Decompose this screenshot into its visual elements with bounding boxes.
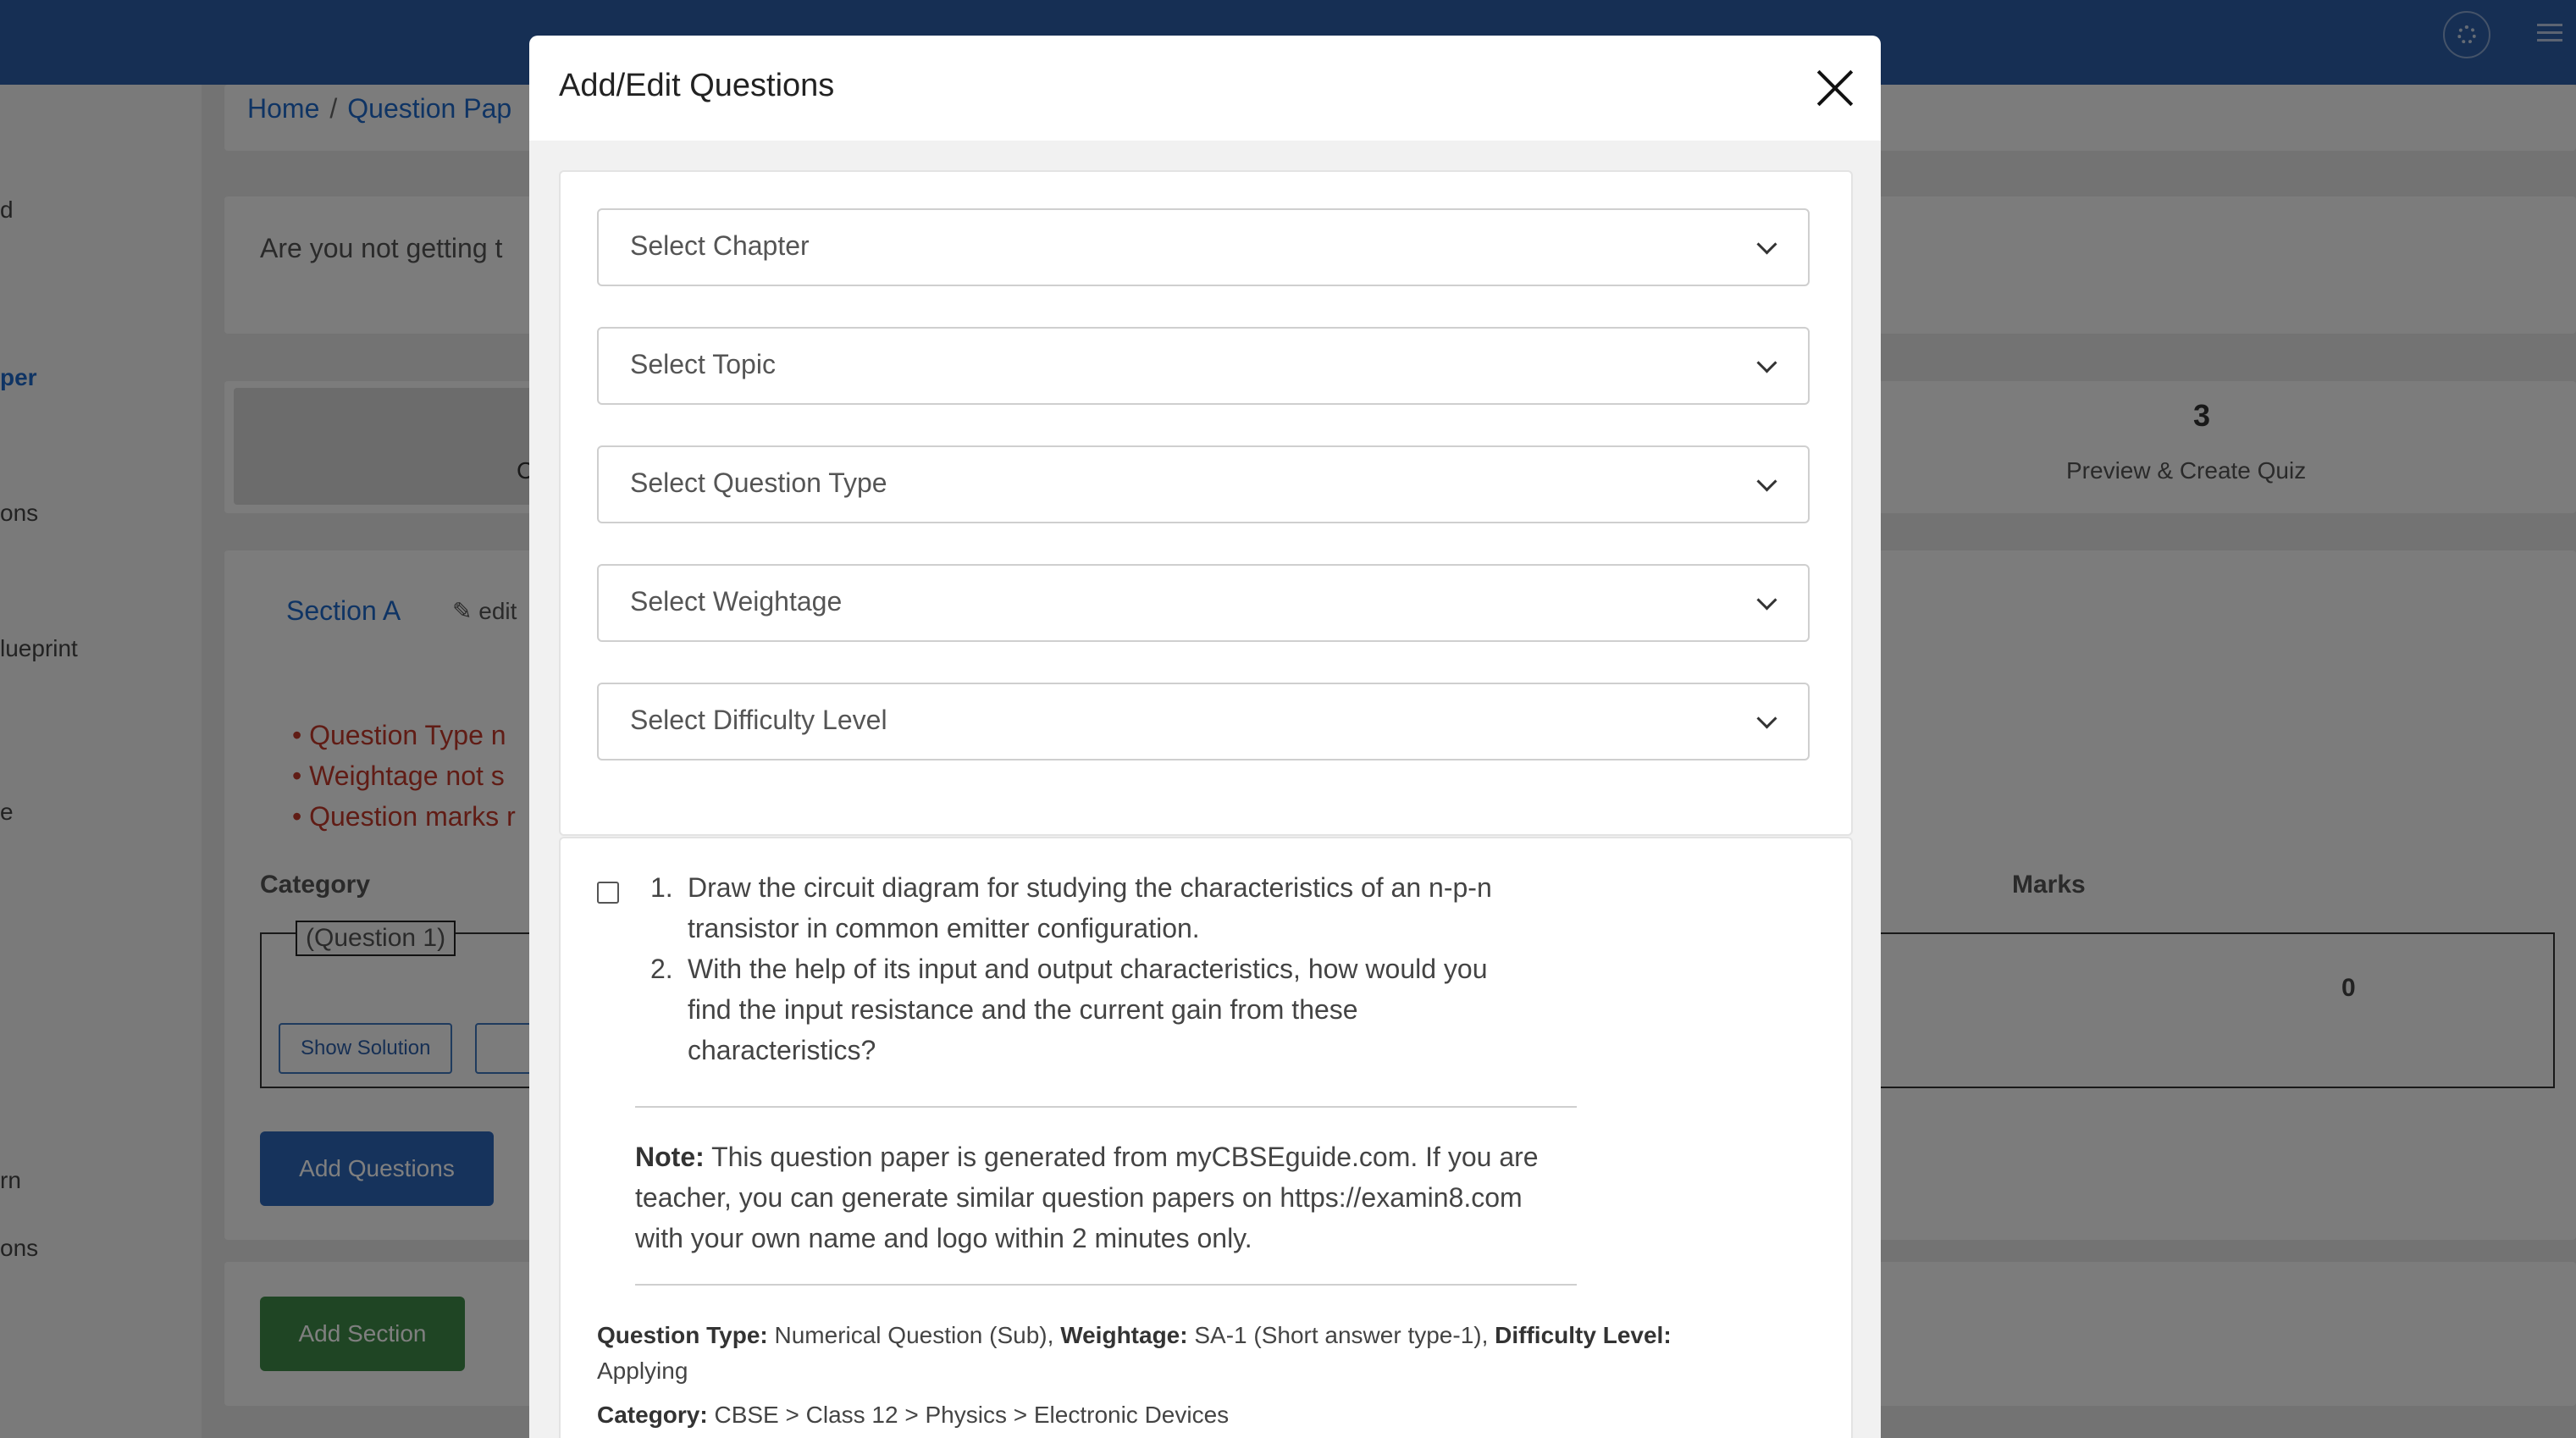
select-chapter[interactable] (597, 208, 1810, 286)
note-line: with your own name and logo within 2 minutes only. (635, 1223, 1252, 1253)
select-question-type-label: Select Question Type (630, 467, 887, 498)
chevron-down-icon (1756, 708, 1777, 728)
divider (635, 1106, 1577, 1108)
modal-header (529, 36, 1881, 142)
select-weightage[interactable] (597, 564, 1810, 642)
question-number: 1. (650, 872, 673, 903)
question-checkbox[interactable] (597, 882, 619, 904)
select-weightage-label: Select Weightage (630, 586, 843, 617)
modal-title: Add/Edit Questions (559, 68, 835, 103)
question-meta (597, 1318, 1816, 1389)
select-difficulty-level[interactable] (597, 683, 1810, 760)
question-line: find the input resistance and the current gain from these (688, 994, 1358, 1025)
chevron-down-icon (1756, 589, 1777, 610)
question-category (597, 1397, 1816, 1433)
divider (635, 1284, 1577, 1286)
question-number: 2. (650, 954, 673, 984)
select-question-type[interactable] (597, 445, 1810, 523)
note-line: teacher, you can generate similar question papers on https://examin8.com (635, 1182, 1523, 1213)
chevron-down-icon (1756, 352, 1777, 373)
question-item (650, 867, 1577, 949)
question-list (650, 867, 1577, 1070)
meta-category-label: Category: (597, 1402, 708, 1428)
meta-difficulty-label: Difficulty Level: (1495, 1322, 1672, 1348)
close-icon[interactable] (1816, 69, 1854, 107)
select-topic-label: Select Topic (630, 349, 776, 379)
question-line: With the help of its input and output characteristics, how would you (688, 954, 1488, 984)
question-line: characteristics? (688, 1035, 876, 1065)
question-item (650, 949, 1577, 1070)
question-note (635, 1137, 1584, 1258)
select-difficulty-level-label: Select Difficulty Level (630, 705, 887, 735)
select-chapter-label: Select Chapter (630, 230, 810, 261)
meta-type-value: Numerical Question (Sub), (767, 1322, 1061, 1348)
chevron-down-icon (1756, 471, 1777, 491)
modal-body (529, 141, 1881, 1438)
question-line: Draw the circuit diagram for studying the characteristics of an n-p-n (688, 872, 1492, 903)
meta-difficulty-value: Applying (597, 1358, 688, 1384)
filter-card (559, 170, 1853, 836)
note-line: This question paper is generated from myCBSEguide.com. If you are (704, 1142, 1539, 1172)
meta-weightage-value: SA-1 (Short answer type-1), (1187, 1322, 1495, 1348)
chevron-down-icon (1756, 234, 1777, 254)
question-line: transistor in common emitter configuration. (688, 913, 1200, 943)
select-topic[interactable] (597, 327, 1810, 405)
meta-category-value: CBSE > Class 12 > Physics > Electronic Devices (707, 1402, 1230, 1428)
question-card (559, 837, 1853, 1438)
meta-weightage-label: Weightage: (1060, 1322, 1188, 1348)
note-label: Note: (635, 1142, 705, 1172)
add-edit-questions-modal (529, 36, 1881, 1438)
meta-type-label: Question Type: (597, 1322, 768, 1348)
